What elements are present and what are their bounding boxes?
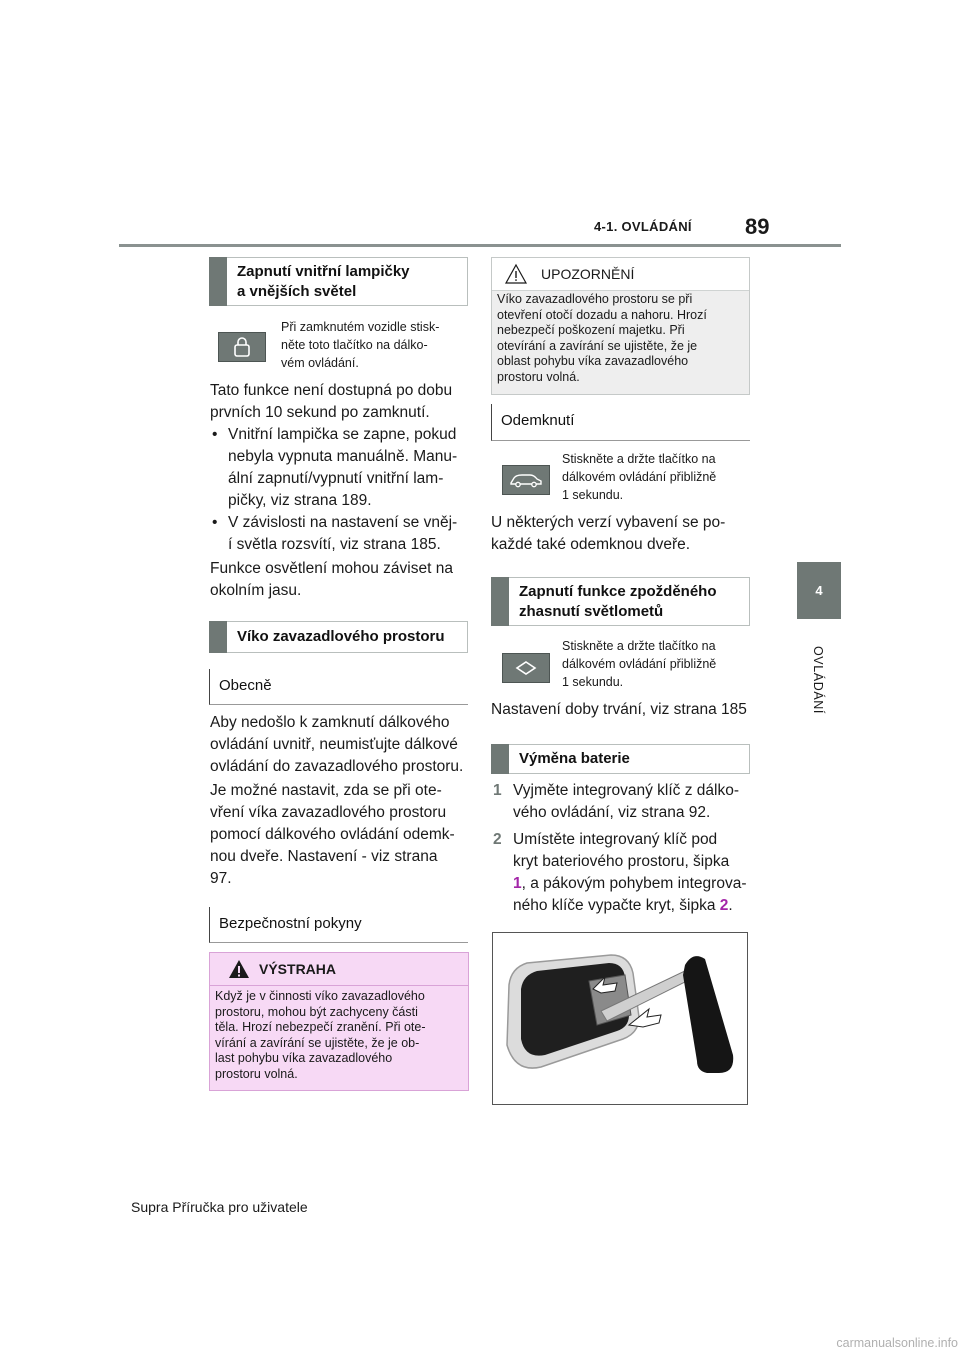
paragraph-lock-warning: Aby nedošlo k zamknutí dálkového ovládání uvnitř, neumisťujte dálkové ovládání do zavazadlového prostoru. (210, 714, 464, 775)
step-2-end: . (728, 897, 733, 914)
step-2-text-c: ného klíče vypačte kryt, šipka (513, 897, 720, 914)
step-2-number: 2 (493, 831, 502, 848)
paragraph-delay: Nastavení doby trvání, viz strana 185 (491, 701, 747, 718)
subheading-safety (209, 907, 468, 943)
car-button-icon (502, 465, 550, 495)
section-heading-lights-text: Zapnutí vnitřní lampičky a vnějších světel (237, 262, 410, 300)
step-2-text-a: Umístěte integrovaný klíč pod kryt bateriového prostoru, šipka (513, 831, 730, 870)
arrow-1-ref: 1 (513, 875, 522, 892)
caution-triangle-icon (504, 263, 528, 285)
section-heading-delay (491, 577, 750, 626)
warning-title: VÝSTRAHA (259, 961, 337, 977)
arrow-2-ref: 2 (719, 897, 729, 914)
subheading-safety-text: Bezpečnostní pokyny (219, 915, 362, 932)
warning-box (209, 952, 469, 1091)
unlock-button-text: Stiskněte a držte tlačítko na dálkovém ovládání přibližně 1 sekundu. (562, 452, 717, 502)
lock-button-icon (218, 332, 266, 362)
caution-box (491, 257, 750, 395)
key-fob-image (493, 933, 747, 1104)
page-number: 89 (745, 214, 770, 239)
header-rule (119, 244, 841, 247)
bullet-interior-light: Vnitřní lampička se zapne, pokud nebyla vypnuta manuálně. Manu- ální zapnutí/vypnutí vnitřní lam- pičky, viz strana 189. (228, 426, 458, 509)
key-illustration (492, 932, 748, 1105)
bullet-mark: • (212, 426, 218, 443)
section-heading-lights (209, 257, 468, 306)
step-2-text-b: , a pákovým pohybem integrova- (521, 875, 747, 892)
caution-title: UPOZORNĚNÍ (541, 266, 635, 282)
warning-triangle-icon (228, 959, 250, 979)
subheading-unlock (491, 404, 750, 441)
tab-rule (797, 244, 841, 247)
section-heading-delay-text: Zapnutí funkce zpožděného zhasnutí světlometů (519, 582, 717, 620)
step-1-text: Vyjměte integrovaný klíč z dálko- vého ovládání, viz strana 92. (513, 782, 739, 821)
headlight-button-icon (502, 653, 550, 683)
paragraph-unlock: U některých verzí vybavení se po- každé také odemknou dveře. (491, 514, 726, 553)
chapter-tab-label: OVLÁDÁNÍ (811, 645, 825, 714)
footer-text: Supra Příručka pro uživatele (131, 1199, 308, 1215)
watermark: carmanualsonline.info (836, 1336, 958, 1350)
paragraph-availability: Tato funkce není dostupná po dobu prvních 10 sekund po zamknutí. (210, 382, 453, 421)
step-2-line-4 (513, 895, 733, 917)
chapter-tab: 4 (797, 562, 841, 619)
step-1-number: 1 (493, 782, 502, 799)
section-heading-trunk (209, 621, 468, 653)
subheading-general-text: Obecně (219, 677, 272, 694)
step-2-line-3 (513, 873, 747, 895)
paragraph-ambient: Funkce osvětlení mohou záviset na okolním jasu. (210, 560, 453, 599)
caution-text: Víko zavazadlového prostoru se při otevření otočí dozadu a nahoru. Hrozí nebezpečí poškození majetku. Při otevírání a zavírání se ujistěte, že je oblast pohybu víka zavazadlového prostoru volná. (497, 292, 707, 384)
section-heading-trunk-text: Víko zavazadlového prostoru (237, 628, 445, 645)
paragraph-setting: Je možné nastavit, zda se při ote- vření víka zavazadlového prostoru pomocí dálkového ovládání odemk- nou dveře. Nastavení - viz strana 97. (210, 782, 455, 887)
warning-text: Když je v činnosti víko zavazadlového prostoru, mohou být zachyceny části těla. Hrozí nebezpečí zranění. Při ote- vírání a zavírání se ujistěte, že je ob- last pohybu víka zavazadlového prostoru volná. (215, 989, 426, 1081)
section-heading-battery-text: Výměna baterie (519, 750, 630, 767)
subheading-unlock-text: Odemknutí (501, 412, 575, 429)
delay-button-text: Stiskněte a držte tlačítko na dálkovém ovládání přibližně 1 sekundu. (562, 639, 717, 689)
section-heading-battery (491, 744, 750, 774)
running-header: 4-1. OVLÁDÁNÍ (594, 219, 692, 234)
lock-button-text: Při zamknutém vozidle stisk- něte toto tlačítko na dálko- vém ovládání. (281, 320, 440, 370)
bullet-exterior-light: V závislosti na nastavení se vněj- í světla rozsvítí, viz strana 185. (228, 514, 458, 553)
subheading-general (209, 669, 468, 705)
bullet-mark: • (212, 514, 218, 531)
